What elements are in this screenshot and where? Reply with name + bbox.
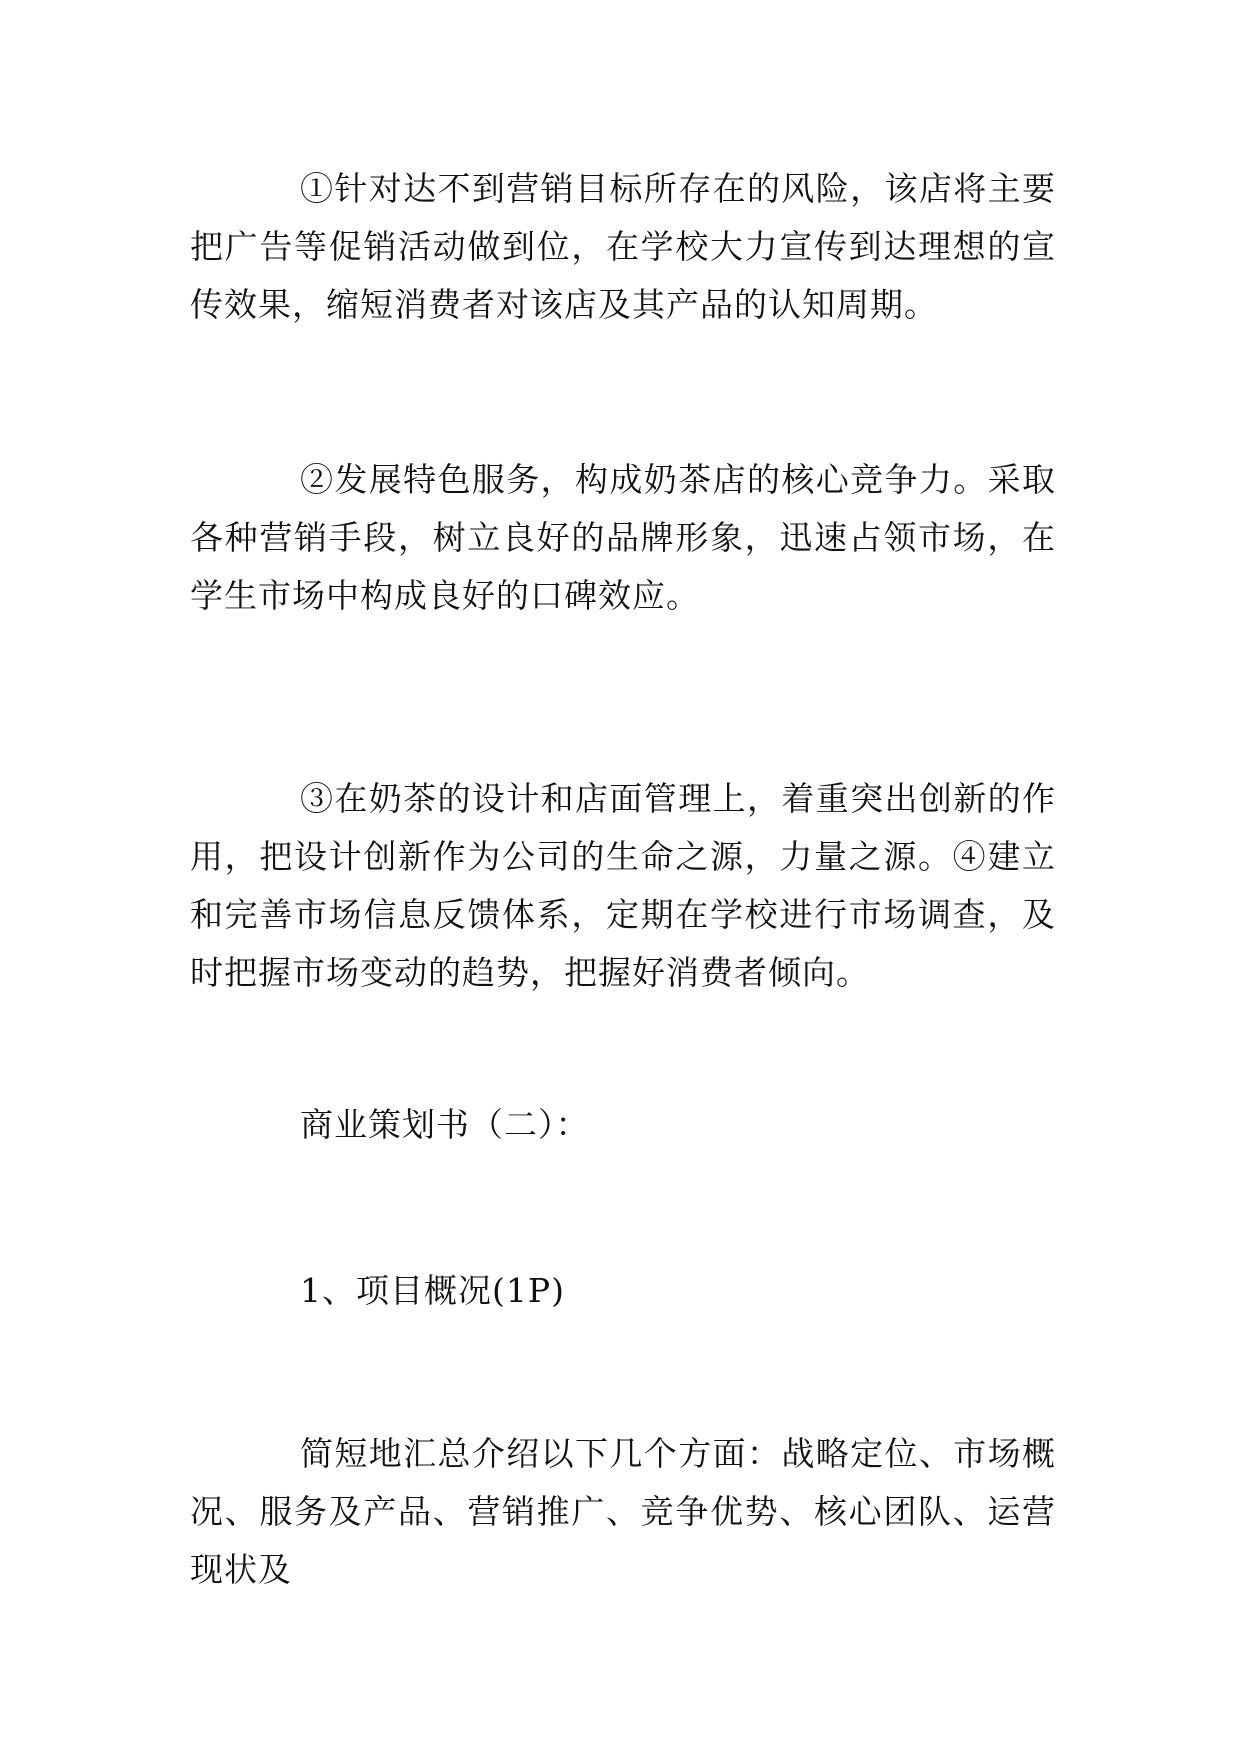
section-heading: 商业策划书（二）： [300, 1105, 590, 1144]
subsection-heading: 1、项目概况(1P) [300, 1271, 565, 1310]
paragraph-summary-intro: 简短地汇总介绍以下几个方面：战略定位、市场概况、服务及产品、营销推广、竞争优势、核心团队、运营现状及 [190, 1434, 1056, 1589]
paragraph-risk-response: ①针对达不到营销目标所存在的风险，该店将主要把广告等促销活动做到位，在学校大力宣传到达理想的宣传效果，缩短消费者对该店及其产品的认知周期。 [190, 169, 1056, 324]
paragraph-featured-service: ②发展特色服务，构成奶茶店的核心竞争力。采取各种营销手段，树立良好的品牌形象，迅速占领市场，在学生市场中构成良好的口碑效应。 [190, 460, 1056, 615]
paragraph-innovation-feedback: ③在奶茶的设计和店面管理上，着重突出创新的作用，把设计创新作为公司的生命之源，力量之源。④建立和完善市场信息反馈体系，定期在学校进行市场调查，及时把握市场变动的趋势，把握好消费者倾向。 [190, 779, 1056, 992]
